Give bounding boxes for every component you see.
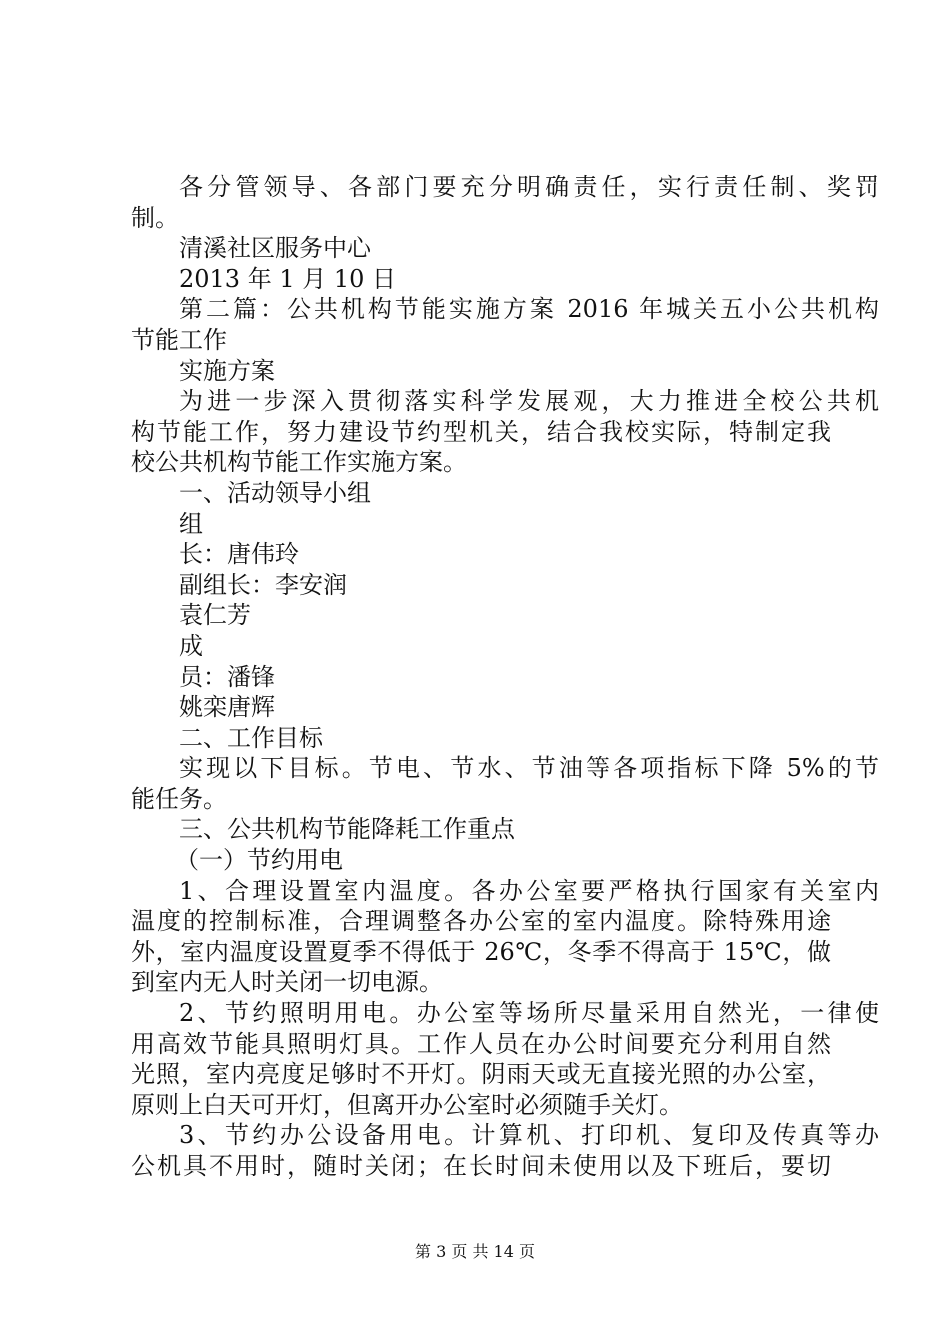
text-line: 副组长：李安润 — [179, 570, 347, 599]
text-line: 节能工作 — [131, 325, 227, 354]
text-line: 组 — [179, 509, 203, 538]
text-line: 实现以下目标。节电、节水、节油等各项指标下降 5%的节 — [179, 754, 879, 783]
text-line: 到室内无人时关闭一切电源。 — [131, 968, 443, 997]
subsection-heading: 一、活动领导小组 — [179, 478, 371, 507]
subsection-heading: （一）节约用电 — [175, 846, 343, 875]
text-line: 各分管领导、各部门要充分明确责任，实行责任制、奖罚 — [179, 173, 879, 201]
text-line: 姚栾唐辉 — [179, 693, 275, 722]
text-line: 公机具不用时，随时关闭；在长时间未使用以及下班后，要切 — [131, 1152, 831, 1180]
subsection-heading: 三、公共机构节能降耗工作重点 — [179, 815, 515, 844]
text-line: 温度的控制标准，合理调整各办公室的室内温度。除特殊用途 — [131, 907, 831, 936]
text-line: 1、合理设置室内温度。各办公室要严格执行国家有关室内 — [179, 876, 879, 905]
text-line: 外，室内温度设置夏季不得低于 26℃，冬季不得高于 15℃，做 — [131, 937, 831, 966]
text-line: 光照，室内亮度足够时不开灯。阴雨天或无直接光照的办公室， — [131, 1060, 831, 1089]
text-line: 3、节约办公设备用电。计算机、打印机、复印及传真等办 — [179, 1121, 879, 1150]
document-body — [131, 172, 879, 1182]
date-line: 2013 年 1 月 10 日 — [179, 264, 397, 293]
text-line: 用高效节能具照明灯具。工作人员在办公时间要充分利用自然 — [131, 1029, 831, 1058]
text-line: 制。 — [131, 203, 179, 232]
text-line: 能任务。 — [131, 784, 227, 813]
text-line: 原则上白天可开灯，但离开办公室时必须随手关灯。 — [131, 1090, 683, 1119]
text-line: 成 — [179, 631, 203, 660]
text-line: 为进一步深入贯彻落实科学发展观，大力推进全校公共机 — [179, 387, 879, 416]
text-line: 实施方案 — [179, 356, 275, 385]
text-line: 袁仁芳 — [179, 601, 251, 630]
text-line: 长：唐伟玲 — [179, 540, 299, 569]
text-line: 清溪社区服务中心 — [179, 234, 371, 263]
text-line: 员：潘锋 — [179, 662, 275, 691]
section-heading: 第二篇：公共机构节能实施方案 2016 年城关五小公共机构 — [179, 295, 879, 324]
text-line: 2、节约照明用电。办公室等场所尽量采用自然光，一律使 — [179, 999, 879, 1028]
subsection-heading: 二、工作目标 — [179, 723, 323, 752]
text-line: 校公共机构节能工作实施方案。 — [131, 448, 467, 477]
page-number-footer: 第 3 页 共 14 页 — [415, 1242, 535, 1261]
text-line: 构节能工作，努力建设节约型机关，结合我校实际，特制定我 — [131, 417, 831, 446]
